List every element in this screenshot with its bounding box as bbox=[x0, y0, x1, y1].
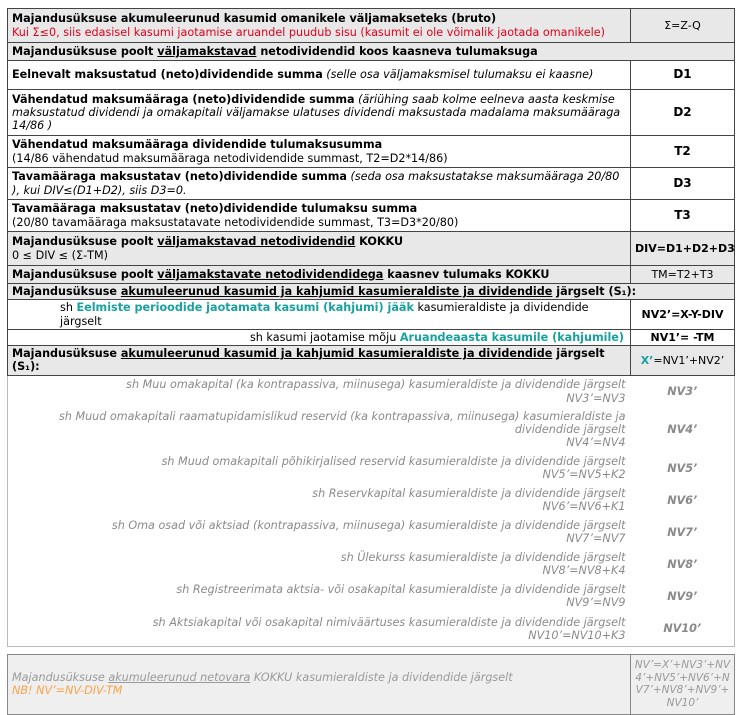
row-subtext: (20/80 tavamääraga maksustatavate netodividendide summast, T3=D3*20/80) bbox=[12, 215, 459, 229]
table-row bbox=[8, 612, 735, 646]
row-prefix: sh bbox=[60, 301, 77, 315]
row-title: Tavamääraga maksustatav (neto)dividendide summa bbox=[12, 170, 347, 184]
row-text: sh Muud omakapitali põhikirjalised reservid kasumieraldiste ja dividendide järgselt bbox=[161, 454, 626, 468]
row-title: Vähendatud maksumääraga (neto)dividendide summa bbox=[12, 92, 355, 106]
row-code: T2 bbox=[631, 136, 735, 168]
row-label bbox=[8, 200, 631, 232]
row-formula: DIV=D1+D2+D3 bbox=[631, 232, 735, 266]
row-formula: Σ=Z-Q bbox=[631, 9, 735, 43]
row-formula-text: NV7’=NV7 bbox=[566, 532, 626, 546]
table-row bbox=[8, 168, 735, 200]
row-formula: NV1’= -TM bbox=[631, 329, 735, 345]
row-title-underlined: akumuleerunud kasumid ja kahjumid kasumieraldiste ja dividendide bbox=[120, 347, 553, 361]
table-row bbox=[8, 484, 735, 516]
final-title-underlined: akumuleerunud netovara bbox=[108, 670, 251, 684]
section-header-underlined: akumuleerunud kasumid ja kahjumid kasumieraldiste ja dividendide bbox=[120, 285, 553, 298]
section-header-underlined: väljamakstavad bbox=[157, 44, 257, 58]
row-label bbox=[8, 136, 631, 168]
profit-distribution-table bbox=[7, 8, 735, 715]
row-label bbox=[8, 300, 631, 330]
table-row bbox=[8, 136, 735, 168]
row-label bbox=[8, 654, 631, 714]
table-row bbox=[8, 61, 735, 90]
row-code: T3 bbox=[631, 200, 735, 232]
row-title-part: KOKKU bbox=[355, 235, 404, 249]
row-code: D3 bbox=[631, 168, 735, 200]
table-row bbox=[8, 9, 735, 43]
row-label bbox=[8, 407, 631, 452]
table-row bbox=[8, 516, 735, 548]
table-row bbox=[8, 580, 735, 612]
table-row bbox=[8, 300, 735, 330]
row-label bbox=[8, 548, 631, 580]
row-text: sh Muud omakapitali raamatupidamislikud reservid (ka kontrapassiva, miinusega) kasumieraldiste ja dividendide järgselt bbox=[58, 409, 626, 437]
row-formula-highlight: X’ bbox=[640, 353, 654, 367]
final-title-part: KOKKU kasumieraldiste ja dividendide järgselt bbox=[250, 670, 513, 684]
row-highlight: Aruandeaasta kasumile (kahjumile) bbox=[399, 330, 624, 344]
row-code: D1 bbox=[631, 61, 735, 90]
row-highlight: Eelmiste perioodide jaotamata kasumi (kahjumi) jääk bbox=[76, 301, 414, 315]
row-formula-text: NV9’=NV9 bbox=[566, 596, 626, 610]
row-code: D2 bbox=[631, 90, 735, 136]
row-title-part: kaasnev tulumaks KOKKU bbox=[383, 267, 550, 281]
spacer bbox=[8, 646, 735, 654]
table-row bbox=[8, 452, 735, 484]
row-formula-text: NV10’=NV10+K3 bbox=[528, 629, 626, 643]
row-code: NV10’ bbox=[631, 612, 735, 646]
row-formula-text: NV3’=NV3 bbox=[566, 391, 626, 405]
row-title: Majandusüksuse akumuleerunud kasumid omanikele väljamakseteks (bruto) bbox=[12, 12, 497, 26]
row-formula-text: NV8’=NV8+K4 bbox=[542, 564, 626, 578]
table-row bbox=[8, 266, 735, 284]
row-text: sh Ülekurss kasumieraldiste ja dividendide järgselt bbox=[340, 550, 626, 564]
row-label bbox=[8, 9, 631, 43]
table-row bbox=[8, 284, 735, 300]
row-label bbox=[8, 516, 631, 548]
table-row bbox=[8, 646, 735, 654]
section-header-part: järgselt (S₁): bbox=[552, 285, 637, 298]
row-label bbox=[8, 612, 631, 646]
row-code: NV9’ bbox=[631, 580, 735, 612]
row-subtext: (14/86 vähendatud maksumääraga netodividendide summast, T2=D2*14/86) bbox=[12, 151, 448, 165]
row-subtext: 0 ≤ DIV ≤ (Σ-TM) bbox=[12, 248, 108, 262]
table-row bbox=[8, 200, 735, 232]
row-label bbox=[8, 168, 631, 200]
row-code: NV4’ bbox=[631, 407, 735, 452]
row-title-part: Majandusüksuse poolt bbox=[12, 267, 158, 281]
final-title-part: Majandusüksuse bbox=[12, 670, 109, 684]
row-label bbox=[8, 329, 631, 345]
row-label bbox=[8, 375, 631, 407]
row-label bbox=[8, 90, 631, 136]
table-row bbox=[8, 375, 735, 407]
row-title-underlined: väljamakstavad netodividendid bbox=[157, 235, 356, 249]
row-code: NV8’ bbox=[631, 548, 735, 580]
row-text: sh Aktsiakapital või osakapital nimiväärtuses kasumieraldiste ja dividendide järgselt bbox=[152, 615, 626, 629]
row-title: Tavamääraga maksustatav (neto)dividendide tulumaksu summa bbox=[12, 202, 418, 216]
section-header bbox=[8, 43, 735, 61]
row-prefix: sh kasumi jaotamise mõju bbox=[249, 330, 400, 344]
row-title-part: järgselt (S₁): bbox=[12, 347, 605, 374]
row-suffix: kasumieraldiste ja dividendide järgselt bbox=[60, 301, 589, 328]
row-code: NV5’ bbox=[631, 452, 735, 484]
row-formula-text: NV5’=NV5+K2 bbox=[542, 468, 626, 482]
table-row bbox=[8, 43, 735, 61]
row-text: sh Muu omakapital (ka kontrapassiva, miinusega) kasumieraldiste ja dividendide järgselt bbox=[126, 378, 626, 392]
row-formula bbox=[631, 346, 735, 376]
row-label bbox=[8, 346, 631, 376]
row-formula: TM=T2+T3 bbox=[631, 266, 735, 284]
table-row bbox=[8, 654, 735, 714]
table-row bbox=[8, 90, 735, 136]
row-label bbox=[8, 266, 631, 284]
row-code: NV7’ bbox=[631, 516, 735, 548]
row-code: NV3’ bbox=[631, 375, 735, 407]
table-row bbox=[8, 346, 735, 376]
row-note: (seda osa maksustatakse maksumääraga 20/80 ), kui DIV≤(D1+D2), siis D3=0. bbox=[12, 170, 620, 197]
row-text: sh Registreerimata aktsia- või osakapital kasumieraldiste ja dividendide järgselt bbox=[176, 582, 626, 596]
row-title: Eelnevalt maksustatud (neto)dividendide summa bbox=[12, 68, 323, 82]
section-header-part: Majandusüksuse bbox=[12, 285, 121, 298]
section-header-part: Majandusüksuse poolt bbox=[12, 44, 158, 58]
row-formula-rest: =NV1’+NV2’ bbox=[653, 353, 725, 367]
row-title-underlined: väljamakstavate netodividendidega bbox=[157, 267, 384, 281]
row-code: NV6’ bbox=[631, 484, 735, 516]
row-warning: Kui Σ≤0, siis edasisel kasumi jaotamise aruandel puudub sisu (kasumit ei ole võimalik jaotada omanikele) bbox=[12, 25, 605, 39]
row-label bbox=[8, 61, 631, 90]
row-text: sh Reservkapital kasumieraldiste ja dividendide järgselt bbox=[312, 486, 626, 500]
final-formula: NV’=X’+NV3’+NV4’+NV5’+NV6’+NV7’+NV8’+NV9’+NV10’ bbox=[631, 654, 735, 714]
row-label bbox=[8, 452, 631, 484]
row-note: (äriühing saab kolme eelneva aasta keskmise maksustatud dividendi ja omakapitali väljamakse ulatuses dividendi maksustada madalama maksumääraga 14/86 ) bbox=[12, 92, 621, 133]
table-row bbox=[8, 407, 735, 452]
row-text: sh Oma osad või aktsiad (kontrapassiva, miinusega) kasumieraldiste ja dividendide järgselt bbox=[111, 518, 626, 532]
row-label bbox=[8, 232, 631, 266]
row-note: (selle osa väljamaksmisel tulumaksu ei kaasne) bbox=[322, 68, 594, 82]
table-row bbox=[8, 232, 735, 266]
row-label bbox=[8, 580, 631, 612]
final-note: NB! NV’=NV-DIV-TM bbox=[12, 684, 123, 698]
table-row bbox=[8, 329, 735, 345]
row-formula-text: NV4’=NV4 bbox=[566, 436, 626, 450]
table-row bbox=[8, 548, 735, 580]
row-formula: NV2’=X-Y-DIV bbox=[631, 300, 735, 330]
row-title-part: Majandusüksuse poolt bbox=[12, 235, 158, 249]
row-title-part: Majandusüksuse bbox=[12, 347, 121, 361]
row-label bbox=[8, 484, 631, 516]
row-formula-text: NV6’=NV6+K1 bbox=[542, 500, 626, 514]
row-title: Vähendatud maksumääraga dividendide tulumaksusumma bbox=[12, 138, 383, 152]
section-header bbox=[8, 284, 735, 300]
section-header-part: netodividendid koos kaasneva tulumaksuga bbox=[256, 44, 538, 58]
